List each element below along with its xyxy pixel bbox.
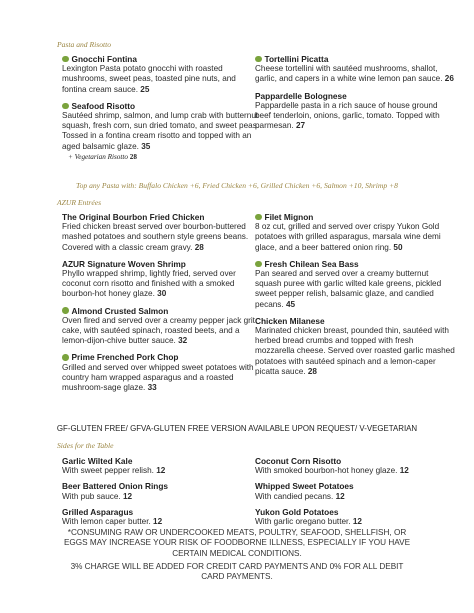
menu-item-price: 32 [178,336,188,346]
menu-item-title: Beer Battered Onion Rings [62,481,169,492]
menu-item-title: Tortellini Picatta [264,54,329,64]
menu-item-description-text: With pub sauce. [62,491,121,501]
menu-item-name [62,481,262,491]
section-heading-sides: Sides for the Table [57,441,114,450]
gluten-free-leaf-icon [255,261,262,268]
menu-item-name [255,481,455,491]
menu-item [62,456,262,476]
menu-item-name [62,54,262,64]
menu-item-description [255,269,455,310]
menu-item [62,481,262,501]
menu-item-description [255,101,455,132]
menu-item-description [62,111,262,152]
menu-item [62,54,262,95]
menu-item-description-text: Pan seared and served over a creamy butternut squash puree with garlic wilted kale greens, pickled sweet pepper relish, balsamic glaze, and candied pecans. [255,269,442,309]
menu-item-title: Almond Crusted Salmon [71,305,169,316]
menu-item-description [255,222,455,253]
menu-item-description [62,466,262,476]
menu-item-title: Grilled Asparagus [62,506,134,517]
menu-item-name [62,352,262,362]
menu-item-description [62,222,262,253]
menu-item-name [62,259,262,269]
menu-item-description-text: With smoked bourbon-hot honey glaze. [255,466,398,476]
menu-item-description [62,363,262,394]
menu-item-description-text: Sautéed shrimp, salmon, and lump crab with butternut squash, fresh corn, sun dried tomato, and sweet peas. Tossed in a fontina cream risotto and topped with an aged balsamic glaze. [62,111,260,151]
menu-item-title: Whipped Sweet Potatoes [255,481,354,492]
menu-item-name [62,212,262,222]
menu-item [62,352,262,393]
menu-item [62,259,262,300]
menu-item-price: 33 [147,383,157,393]
menu-item [255,212,455,253]
gluten-free-leaf-icon [255,214,262,221]
menu-item-price: 30 [157,289,167,299]
gluten-free-leaf-icon [62,103,69,110]
menu-item-description-text: Pappardelle pasta in a rich sauce of house ground beef tenderloin, onions, garlic, tomato. Topped with parmesan. [255,100,440,131]
menu-item-variant-name: Vegetarian Risotto [74,152,128,161]
menu-item [62,306,262,347]
menu-item [255,91,455,132]
menu-item-price: 50 [393,242,403,252]
menu-item-title: Chicken Milanese [255,315,325,326]
menu-item-description [62,64,262,95]
menu-item-description-text: Marinated chicken breast, pounded thin, sautéed with herbed bread crumbs and topped with fresh mozzarella cheese. Served over roasted garlic mashed potatoes with sautéed spinach and a lemon-caper picatta sauce. [255,326,455,376]
menu-item-price: 27 [295,121,306,131]
menu-item-description-text: Oven fired and served over a creamy pepper jack grit cake, with sautéed spinach, roasted beets, and a lemon-dijon-chive butter sauce. [62,315,255,346]
menu-item-title: Garlic Wilted Kale [62,456,133,466]
menu-item [255,507,455,527]
menu-item [255,316,455,377]
menu-item-name [62,101,262,111]
menu-item-description [255,492,455,502]
section-heading-pasta: Pasta and Risotto [57,40,112,49]
menu-item-name [255,54,455,64]
menu-item-price: 26 [444,74,454,84]
menu-item-description [255,466,455,476]
menu-item-price: 25 [140,84,150,94]
menu-item [255,54,455,85]
menu-item-description-text: Lexington Pasta potato gnocchi with roasted mushrooms, sweet peas, toasted pine nuts, and fontina cream sauce. [62,64,236,94]
menu-item [62,212,262,253]
menu-item-variant-prefix: + [68,152,75,161]
menu-item [62,101,262,162]
menu-item-description-text: Cheese tortellini with sautéed mushrooms, shallot, garlic, and capers in a white wine lemon pan sauce. [255,64,443,84]
menu-item-description [62,269,262,300]
gluten-free-leaf-icon [62,354,69,361]
menu-item-title: Prime Frenched Pork Chop [71,352,179,363]
menu-item-description [62,316,262,347]
menu-item-description [255,517,455,527]
menu-item-price: 12 [335,491,345,501]
menu-item-title: Seafood Risotto [71,100,136,111]
menu-item-description [255,64,455,84]
sides-right-column [255,456,455,532]
menu-item [255,481,455,501]
menu-item-price: 45 [285,299,296,309]
menu-item-name [255,259,455,269]
menu-item-name [62,456,262,466]
menu-item-description [62,492,262,502]
menu-item-title: Coconut Corn Risotto [255,456,342,466]
menu-item-name [255,316,455,326]
menu-item-description-text: With lemon caper butter. [62,517,151,527]
menu-item-price: 12 [123,491,133,501]
menu-item [255,456,455,476]
entrees-left-column [62,212,262,399]
menu-item-description-text: Grilled and served over whipped sweet potatoes with country ham wrapped asparagus and a roasted mushroom-sage glaze. [62,362,254,393]
menu-item-name [255,212,455,222]
pasta-topping-line: Top any Pasta with: Buffalo Chicken +6, Fried Chicken +6, Grilled Chicken +6, Salmon +10, Shrimp +8 [76,181,398,190]
menu-item-variant [62,152,262,162]
menu-item-title: Gnocchi Fontina [71,54,137,64]
menu-item [62,507,262,527]
menu-item-title: Pappardelle Bolognese [255,90,347,101]
menu-item-price: 12 [153,517,163,527]
menu-item-description-text: With sweet pepper relish. [62,466,154,476]
menu-item-title: Filet Mignon [264,212,314,222]
pasta-left-column [62,54,262,168]
menu-item-title: AZUR Signature Woven Shrimp [62,258,186,269]
menu-item-price: 28 [307,366,317,376]
pasta-right-column [255,54,455,137]
menu-item [255,259,455,310]
menu-item-name [255,91,455,101]
menu-item-description-text: Phyllo wrapped shrimp, lightly fried, served over coconut corn risotto and finished with a smoked bourbon-hot honey glaze. [62,269,236,299]
gluten-free-leaf-icon [62,56,69,63]
menu-item-variant-price: 28 [129,152,137,161]
menu-item-price: 12 [352,517,362,527]
raw-food-disclaimer: *CONSUMING RAW OR UNDERCOOKED MEATS, POULTRY, SEAFOOD, SHELLFISH, OR EGGS MAY INCREASE YOUR RISK OF FOODBORNE ILLNESS, ESPECIALLY IF YOU HAVE CERTAIN MEDICAL CONDITIONS. [63,528,411,558]
menu-item-description-text: With garlic oregano butter. [255,517,351,527]
menu-item-price: 12 [156,466,166,476]
menu-item-name [255,507,455,517]
payment-note: 3% CHARGE WILL BE ADDED FOR CREDIT CARD PAYMENTS AND 0% FOR ALL DEBIT CARD PAYMENTS. [70,562,404,582]
menu-item-description [62,517,262,527]
menu-item-title: Yukon Gold Potatoes [255,506,339,517]
gluten-free-leaf-icon [62,307,69,314]
entrees-right-column [255,212,455,383]
menu-item-description-text: With candied pecans. [255,491,334,501]
menu-item-price: 12 [399,466,409,476]
menu-item-price: 35 [141,141,151,151]
dietary-legend: GF-GLUTEN FREE/ GFVA-GLUTEN FREE VERSION AVAILABLE UPON REQUEST/ V-VEGETARIAN [56,424,418,433]
menu-item-description [255,326,455,377]
section-heading-entrees: AZUR Entrées [57,198,102,207]
menu-item-title: The Original Bourbon Fried Chicken [62,212,205,222]
gluten-free-leaf-icon [255,56,262,63]
menu-item-name [255,456,455,466]
menu-item-title: Fresh Chilean Sea Bass [264,258,359,269]
menu-item-name [62,306,262,316]
menu-item-description-text: Fried chicken breast served over bourbon-buttered mashed potatoes and southern style greens beans. Covered with a classic cream gravy. [62,222,249,252]
menu-item-description-text: 8 oz cut, grilled and served over crispy Yukon Gold potatoes with grilled asparagus, marsala wine demi glace, and a beer battered onion ring. [255,222,441,252]
sides-left-column [62,456,262,532]
menu-item-name [62,507,262,517]
menu-item-price: 28 [194,242,204,252]
